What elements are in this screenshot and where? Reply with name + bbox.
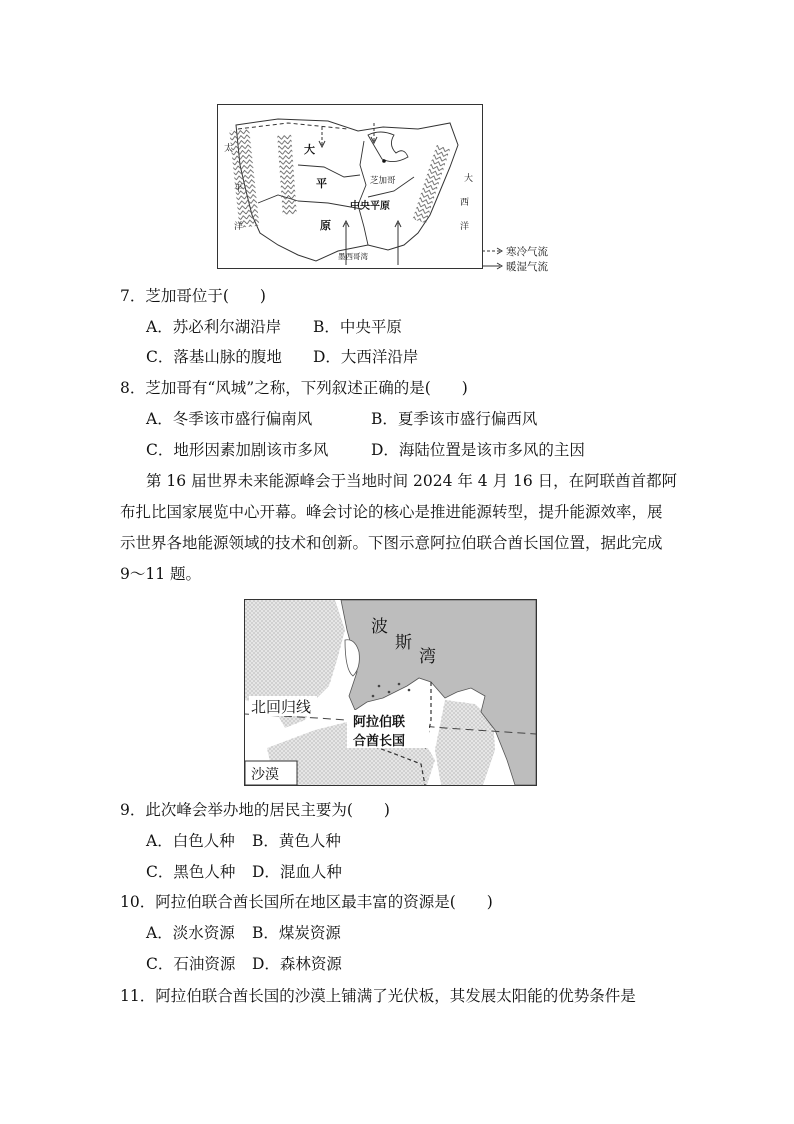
label-pacific-1: 太 (224, 144, 234, 154)
question-7-option-d[interactable]: D．大西洋沿岸 (313, 348, 419, 366)
question-8-stem: 8．芝加哥有“风城”之称，下列叙述正确的是( ) (120, 379, 468, 397)
question-9-option-a[interactable]: A．白色人种 (146, 832, 235, 850)
question-7-option-a[interactable]: A．苏必利尔湖沿岸 (146, 318, 282, 336)
question-10-option-b[interactable]: B．煤炭资源 (252, 924, 341, 942)
label-uae-2: 合酋长国 (353, 734, 406, 749)
label-desert-legend: 沙漠 (251, 767, 279, 783)
label-pacific-2: 平 (234, 184, 244, 194)
label-great-plains-1: 大 (304, 143, 315, 156)
question-10-option-c[interactable]: C．石油资源 (146, 955, 236, 973)
question-10-stem: 10．阿拉伯联合酋长国所在地区最丰富的资源是( ) (120, 893, 493, 911)
border-line (238, 123, 348, 129)
label-uae-1: 阿拉伯联 (353, 715, 406, 730)
label-persian-gulf-2: 斯 (395, 633, 412, 653)
rocky-mountains-inner (277, 135, 297, 216)
passage-line-3: 示世界各地能源领域的技术和创新。下图示意阿拉伯联合酋长国位置，据此完成 (120, 534, 663, 552)
question-9-option-d[interactable]: D．混血人种 (252, 863, 342, 881)
label-persian-gulf-3: 湾 (419, 647, 436, 667)
legend-cold-label: 寒冷气流 (506, 246, 548, 258)
label-persian-gulf-1: 波 (371, 617, 388, 637)
question-9-stem: 9．此次峰会举办地的居民主要为( ) (120, 801, 390, 819)
question-9-option-c[interactable]: C．黑色人种 (146, 863, 236, 881)
passage-line-2: 布扎比国家展览中心开幕。峰会讨论的核心是推进能源转型，提升能源效率，展 (120, 503, 663, 521)
question-8-option-d[interactable]: D．海陆位置是该市多风的主因 (371, 441, 585, 459)
question-8-option-c[interactable]: C．地形因素加剧该市多风 (146, 441, 329, 459)
label-atlantic-3: 洋 (460, 222, 470, 232)
label-gulf-of-mexico: 墨西哥湾 (338, 252, 368, 261)
question-9-option-b[interactable]: B．黄色人种 (252, 832, 341, 850)
missouri-river (298, 165, 360, 177)
question-11-stem: 11．阿拉伯联合酋长国的沙漠上铺满了光伏板，其发展太阳能的优势条件是 (120, 987, 636, 1005)
label-atlantic-1: 大 (464, 174, 474, 184)
question-10-option-d[interactable]: D．森林资源 (252, 955, 342, 973)
rocky-mountains (229, 128, 259, 228)
question-8-option-b[interactable]: B．夏季该市盛行偏西风 (371, 410, 538, 428)
legend-warm-label: 暖湿气流 (506, 261, 548, 273)
label-great-plains-2: 平 (316, 177, 327, 190)
label-tropic-of-cancer: 北回归线 (251, 698, 312, 716)
mississippi-river (358, 141, 368, 245)
label-central-plain: 中央平原 (350, 201, 390, 212)
question-7-option-b[interactable]: B．中央平原 (313, 318, 402, 336)
question-7-option-c[interactable]: C．落基山脉的腹地 (146, 348, 282, 366)
north-america-map (217, 104, 483, 269)
label-pacific-3: 洋 (234, 222, 244, 232)
passage-line-4: 9～11 题。 (120, 565, 202, 583)
map1-legend (482, 244, 572, 274)
great-lakes (368, 132, 408, 162)
question-10-option-a[interactable]: A．淡水资源 (146, 924, 235, 942)
label-atlantic-2: 西 (460, 198, 470, 208)
uae-map (244, 599, 537, 786)
passage-line-1: 第 16 届世界未来能源峰会于当地时间 2024 年 4 月 16 日，在阿联酋首都阿 (146, 472, 678, 490)
north-america-map-drawing (218, 105, 482, 268)
label-great-plains-3: 原 (320, 219, 331, 232)
label-chicago: 芝加哥 (370, 176, 396, 186)
question-8-option-a[interactable]: A．冬季该市盛行偏南风 (146, 410, 313, 428)
uae-map-drawing (245, 600, 536, 785)
question-7-stem: 7．芝加哥位于( ) (120, 287, 266, 305)
chicago-point (382, 159, 386, 163)
